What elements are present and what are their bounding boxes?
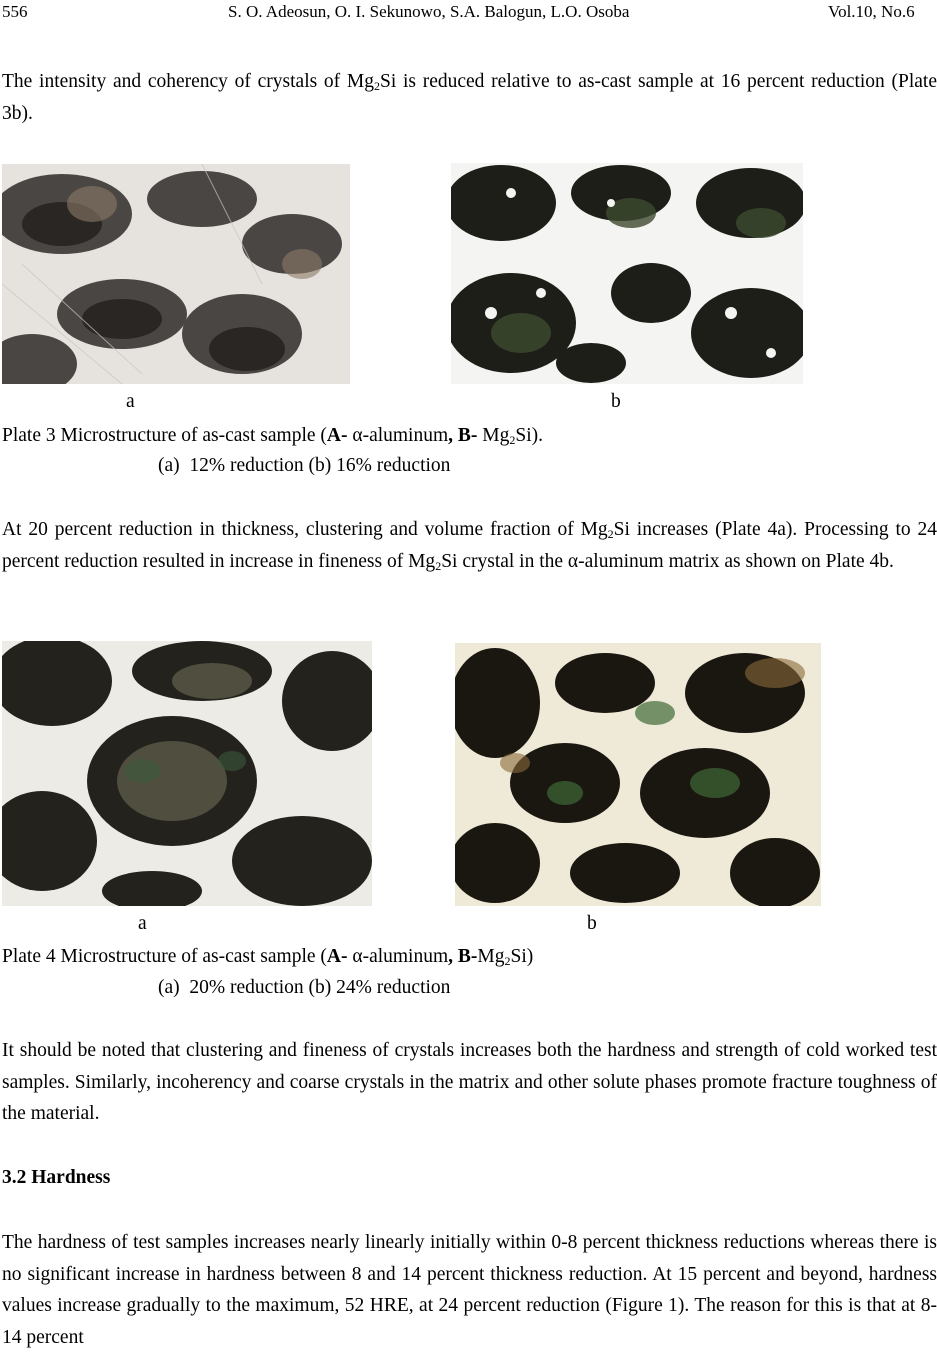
paragraph-discussion: It should be noted that clustering and fineness of crystals increases both the hardness and strength of cold worked test samples. Similarly, incoherency and coarse crystals in the matrix and other solute phases promote fracture toughness of the material. — [2, 1040, 937, 1124]
plate4-subcaption: (a) 20% reduction (b) 24% reduction — [158, 977, 451, 998]
plate3-subcaption: (a) 12% reduction (b) 16% reduction — [158, 455, 451, 476]
plate3-micrograph-b — [451, 163, 803, 384]
section-heading-hardness: 3.2 Hardness — [2, 1167, 111, 1188]
paragraph-hardness: The hardness of test samples increases nearly linearly initially within 0-8 percent thickness reductions whereas there is no significant increase in hardness between 8 and 14 percent thickness reduction. At 15 percent and beyond, hardness values increase gradually to the maximum, 52 HRE, at 24 percent reduction (Figure 1). The reason for this is that at 8-14 percent — [2, 1232, 937, 1348]
volume-info: Vol.10, No.6 — [828, 2, 915, 21]
plate3-label-b: b — [611, 391, 621, 412]
page-number: 556 — [2, 2, 28, 21]
paragraph-intro: The intensity and coherency of crystals of $Mg_2Si$ is reduced relative to as-cast sample at 16 percent reduction (Plate 3b). — [2, 71, 937, 124]
plate3-label-a: a — [126, 391, 135, 412]
running-header — [0, 2, 937, 28]
plate4-label-a: a — [138, 913, 147, 934]
paragraph-plate4-intro: At 20 percent reduction in thickness, clustering and volume fraction of $Mg_2Si$ increases (Plate 4a). Processing to 24 percent reduction resulted in increase in fineness of $Mg_2Si$ crystal in the α-aluminum matrix as shown on Plate 4b. — [2, 519, 937, 573]
plate4-micrograph-b — [455, 643, 821, 906]
plate4-micrograph-a — [2, 641, 372, 906]
plate4-caption: Plate 4 Microstructure of as-cast sample (A- α-aluminum, $B-Mg_2Si$) — [2, 946, 534, 968]
plate3-caption: Plate 3 Microstructure of as-cast sample (A- α-aluminum, B- $Mg_2Si$). — [2, 425, 544, 447]
plate4-label-b: b — [587, 913, 597, 934]
author-list: S. O. Adeosun, O. I. Sekunowo, S.A. Balogun, L.O. Osoba — [228, 2, 630, 21]
plate3-micrograph-a — [2, 164, 350, 384]
